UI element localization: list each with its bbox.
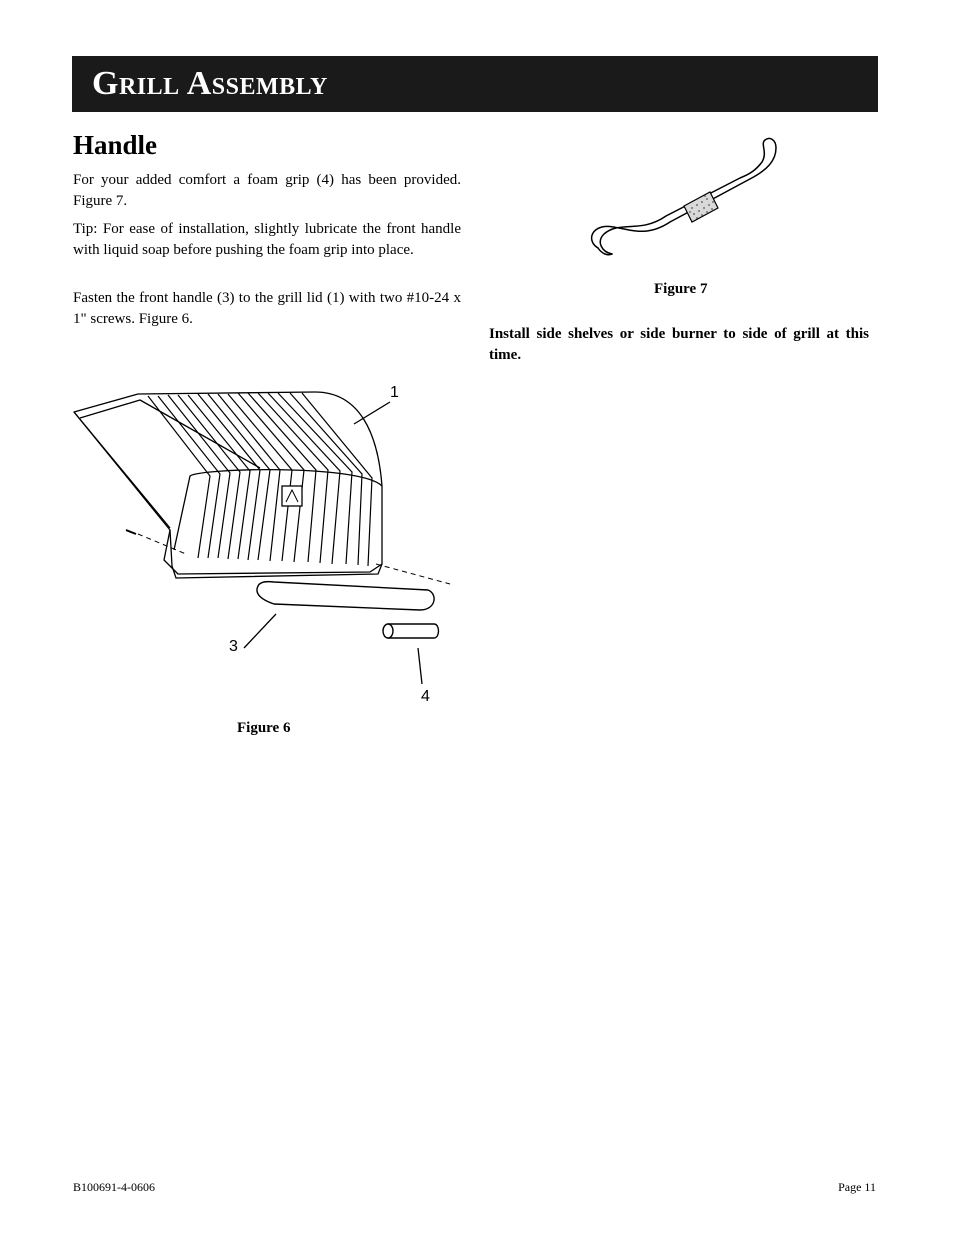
document-number: B100691-4-0606 xyxy=(73,1180,155,1194)
header-banner xyxy=(72,56,878,112)
figure-7-caption: Figure 7 xyxy=(654,281,708,297)
page-title: Grill Assembly xyxy=(92,65,328,102)
foam-grip-part xyxy=(383,624,439,638)
figure-6-caption: Figure 6 xyxy=(237,720,291,736)
front-handle-shape xyxy=(257,582,434,610)
figure-6-lid-illustration xyxy=(60,378,480,708)
section-heading: Handle xyxy=(73,130,158,160)
paragraph-tip: Tip: For ease of installation, slightly lubricate the front handle with liquid soap before pushing the foam grip into place. xyxy=(73,221,461,258)
paragraph-foam-grip: For your added comfort a foam grip (4) has been provided. Figure 7. xyxy=(73,172,461,209)
callout-4-grip: 4 xyxy=(421,688,430,705)
page-number: Page 11 xyxy=(838,1180,876,1194)
install-note: Install side shelves or side burner to side of grill at this time. xyxy=(489,326,869,363)
foam-grip-shape xyxy=(684,192,718,222)
callout-3-handle: 3 xyxy=(229,638,238,655)
figure-7-handle-illustration xyxy=(580,130,790,275)
callout-1-lid: 1 xyxy=(390,384,399,401)
lid-ribs xyxy=(148,393,372,566)
paragraph-fasten: Fasten the front handle (3) to the grill lid (1) with two #10-24 x 1" screws. Figure 6. xyxy=(73,290,461,327)
